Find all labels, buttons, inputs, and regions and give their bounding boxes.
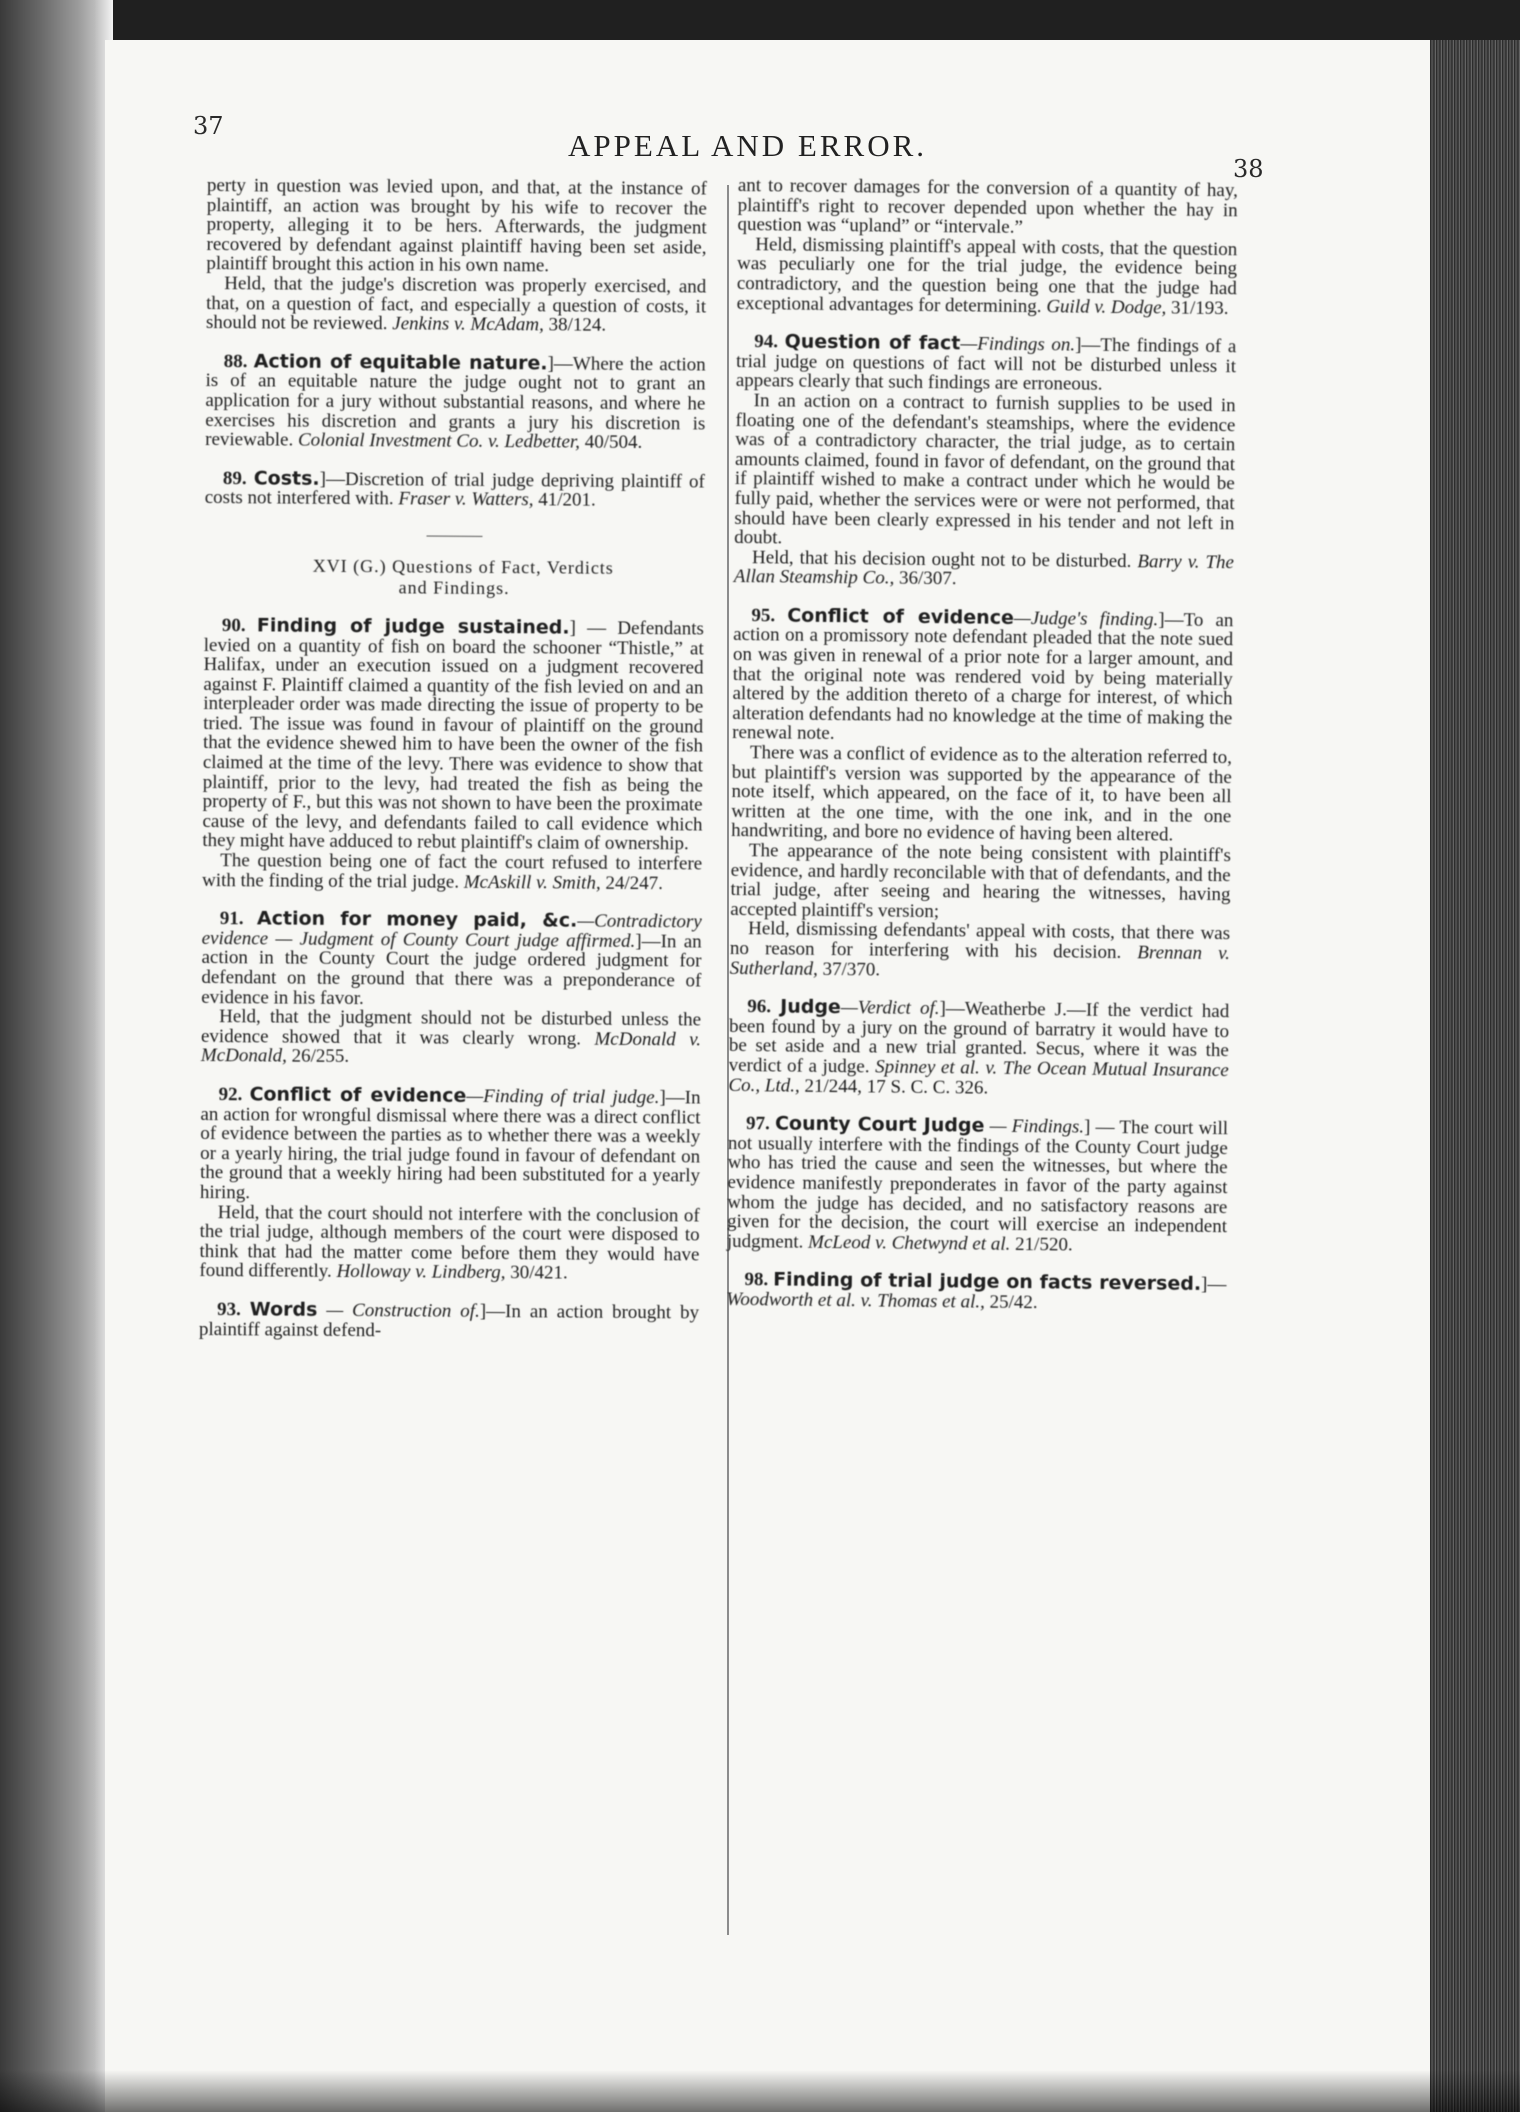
entry-96 xyxy=(728,997,1229,1100)
entry-subtitle: —Contradictory evidence — Judgment of County Court judge affirmed. xyxy=(201,910,702,952)
entry-paragraph xyxy=(199,1203,700,1285)
citation: 21/244, 17 S. C. C. 326. xyxy=(804,1075,989,1099)
entry-93 xyxy=(199,1300,699,1343)
entry-number: 95. xyxy=(751,605,776,627)
entry-text: ]—Discretion of trial judge depriving plaintiff of costs not interfered with. xyxy=(204,468,705,510)
holding-text: The question being one of fact the court refused to interfere with the finding of the trial judge. xyxy=(202,850,703,893)
right-column xyxy=(726,176,1238,1315)
entry-number: 98. xyxy=(744,1269,769,1291)
entry-title: Conflict of evidence xyxy=(249,1083,467,1107)
left-page-edge xyxy=(0,0,105,2112)
entry-paragraph xyxy=(205,352,706,453)
running-head: APPEAL AND ERROR. xyxy=(568,128,928,163)
holding-text: Held, that the court should not interfere with the conclusion of the trial judge, although members of the court were disposed to think that had the matter come before them they would have found differently. xyxy=(199,1201,700,1283)
holding-text: Held, that the judgment should not be disturbed unless the evidence showed that it was clearly wrong. xyxy=(200,1006,702,1050)
entry-paragraph xyxy=(727,1114,1228,1256)
case-name: McLeod v. Chetwynd et al. xyxy=(808,1231,1011,1255)
holding-text: Held, that his decision ought not to be disturbed. xyxy=(751,546,1132,572)
entry-number: 93. xyxy=(217,1299,241,1321)
entry-title: Action for money paid, &c. xyxy=(256,907,578,932)
citation: 21/520. xyxy=(1015,1233,1073,1256)
citation: 31/193. xyxy=(1170,297,1229,319)
entry-text: ] — The court will not usually interfere with the findings of the County Court judge who has tried the cause and seen the witnesses, but where the evidence manifestly preponderates in favor of the party against whom the judge has decided, and no satisfactory reasons are given for the decision, the court will exercise an independent judgment. xyxy=(726,1116,1229,1253)
paragraph xyxy=(737,235,1238,319)
page-number-right: 38 xyxy=(1233,155,1264,183)
entry-89 xyxy=(205,469,705,512)
entry-text: ]—Where the action is of an equitable nature the judge ought not to grant an application for a jury without substantial reasons, and where he exercises his discretion and grants a jury his discretion is reviewable. xyxy=(205,353,706,451)
citation: 26/255. xyxy=(291,1045,350,1068)
entry-97 xyxy=(727,1114,1228,1256)
entry-paragraph xyxy=(199,1300,699,1343)
entry-title: Action of equitable nature. xyxy=(253,350,548,375)
case-name: Jenkins v. McAdam, xyxy=(392,313,544,336)
case-name: Woodworth et al. v. Thomas et al., xyxy=(726,1288,985,1313)
citation: 24/247. xyxy=(605,872,664,894)
case-name: Colonial Investment Co. v. Ledbetter, xyxy=(297,429,581,453)
citation: 40/504. xyxy=(584,431,643,454)
entry-90 xyxy=(202,616,704,894)
entry-text: ]— xyxy=(1200,1274,1227,1296)
page-number-left: 37 xyxy=(193,112,224,140)
entry-paragraph xyxy=(202,616,704,855)
entry-98 xyxy=(726,1270,1226,1314)
entry-94 xyxy=(734,332,1237,592)
entry-number: 92. xyxy=(218,1084,243,1106)
entry-paragraph xyxy=(201,1007,701,1069)
entry-paragraph xyxy=(736,332,1237,396)
bottom-shadow xyxy=(0,2070,1520,2112)
entry-number: 91. xyxy=(219,908,244,930)
entry-number: 97. xyxy=(745,1113,770,1135)
entry-text: ]—In an action brought by plaintiff against defend- xyxy=(198,1300,700,1341)
entry-paragraph xyxy=(732,606,1233,748)
paragraph: ant to recover damages for the conversion of a quantity of hay, plaintiff's right to recover depended upon whether the hay in question was “upland” or “intervale.” xyxy=(737,175,1238,239)
entry-text: ] — Defendants levied on a quantity of fish on board the schooner “Thistle,” at Halifax, under an execution issued on a judgment recovered against F. Plaintiff claimed a quantity of the fish levied on and an interpleader order was made directing the issue of property to be tried. The issue was found in favour of plaintiff on the ground that the evidence shewed him to have been the owner of the fish claimed at the time of the levy. There was evidence to show that plaintiff, prior to the levy, had treated the fish as being the property of F., but this was not shown to have been the proximate cause of the levy, and defendants failed to call evidence which they might have adduced to rebut plaintiff's claim of ownership. xyxy=(202,617,704,855)
entry-title: Question of fact xyxy=(784,330,961,355)
entry-number: 89. xyxy=(222,467,247,490)
holding-text: Held, that the judge's discretion was properly exercised, and that, on a question of fact, and especially a question of costs, it should not be reviewed. xyxy=(205,273,707,335)
right-page-edges xyxy=(1430,40,1520,2112)
entry-95 xyxy=(730,606,1234,983)
entry-paragraph xyxy=(726,1270,1226,1314)
case-name: McDonald v. McDonald, xyxy=(200,1028,702,1067)
entry-text: ]—To an action on a promissory note defendant pleaded that the note sued on was given in renewal of a prior note for a larger amount, and that the original note was rendered void by being materially altered by the addition thereto of a charge for interest, of which alteration defendants had no knowledge at the time of making the renewal note. xyxy=(732,609,1234,745)
entry-paragraph xyxy=(205,469,705,512)
entry-paragraph xyxy=(200,1085,701,1206)
entry-text: ]—The findings of a trial judge on questions of fact will not be disturbed unless it appears clearly that such findings are erroneous. xyxy=(735,334,1237,396)
entry-subtitle: — Construction of. xyxy=(317,1299,480,1322)
holding-text: Held, dismissing defendants' appeal with costs, that there was no reason for interfering with his decision. xyxy=(729,918,1231,964)
case-name: Brennan v. Sutherland, xyxy=(729,942,1230,980)
case-name: Holloway v. Lindberg, xyxy=(336,1261,506,1284)
citation: 25/42. xyxy=(989,1291,1038,1314)
entry-paragraph: There was a conflict of evidence as to the alteration referred to, but plaintiff's version was supported by the appearance of the note itself, which appeared, on the face of it, to have been all written at the one time, with the one ink, and in the one handwriting, and bore no evidence of having been altered. xyxy=(731,742,1233,846)
section-heading-line1: XVI (G.) Questions of Fact, Verdicts xyxy=(312,555,614,578)
entry-number: 88. xyxy=(223,350,248,373)
entry-92 xyxy=(199,1085,700,1284)
section-heading xyxy=(204,555,704,600)
entry-paragraph xyxy=(734,548,1234,592)
entry-text: ]—Weatherbe J.—If the verdict had been found by a jury on the ground of barratry it would have to be set aside and a new trial granted. Secus, where it was the verdict of a judge. xyxy=(728,998,1230,1078)
entry-title: Costs. xyxy=(253,467,320,490)
left-column xyxy=(199,176,707,1343)
citation: 37/370. xyxy=(822,958,881,981)
entry-text: ]—In an action for wrongful dismissal where there was a direct conflict of evidence between the parties as to whether there was a weekly or a yearly hiring, the trial judge found in favour of defendant on the ground that a weekly hiring had been substituted for a yearly hiring. xyxy=(199,1087,701,1204)
entry-title: Conflict of evidence xyxy=(787,604,1014,629)
entry-88 xyxy=(205,352,706,453)
entry-subtitle: —Verdict of. xyxy=(840,997,940,1020)
case-name: McAskill v. Smith, xyxy=(463,871,601,894)
citation: 41/201. xyxy=(538,489,596,512)
holding-text: Held, dismissing plaintiff's appeal with costs, that the question was peculiarly one for the trial judge, the evidence being contradictory, and the question being one that the judge had exceptional advantages for determining. xyxy=(736,233,1238,317)
case-name: Fraser v. Watters, xyxy=(398,488,534,511)
case-name: Barry v. The Allan Steamship Co., xyxy=(733,550,1235,589)
paragraph: perty in question was levied upon, and that, at the instance of plaintiff, an action was brought by his wife to recover the property, alleging it to be hers. Afterwards, the judgment recovered by defendant against plaintiff having been set aside, plaintiff brought this action in his own name. xyxy=(206,175,707,277)
entry-text: ]—In an action in the County Court the judge ordered judgment for defendant on the ground that there was a preponderance of evidence in his favor. xyxy=(201,930,702,1009)
entry-subtitle: —Findings on. xyxy=(960,333,1076,356)
citation: 38/124. xyxy=(548,314,607,336)
entry-title: Words xyxy=(249,1298,318,1321)
entry-number: 96. xyxy=(747,996,772,1018)
entry-title: County Court Judge xyxy=(774,1112,985,1137)
entry-title: Finding of trial judge on facts reversed. xyxy=(773,1268,1202,1296)
citation: 36/307. xyxy=(898,567,957,590)
case-name: Spinney et al. v. The Ocean Mutual Insurance Co., Ltd., xyxy=(728,1056,1229,1097)
section-heading-line2: and Findings. xyxy=(398,577,510,599)
entry-paragraph xyxy=(730,919,1231,983)
entry-paragraph xyxy=(728,997,1229,1100)
entry-subtitle: — Findings. xyxy=(984,1115,1085,1138)
entry-paragraph xyxy=(202,851,702,894)
section-divider xyxy=(426,535,482,536)
entry-title: Judge xyxy=(780,995,841,1019)
paragraph xyxy=(206,274,706,336)
case-name: Guild v. Dodge, xyxy=(1046,295,1167,319)
entry-title: Finding of judge sustained. xyxy=(256,614,570,639)
entry-paragraph: The appearance of the note being consistent with plaintiff's evidence, and hardly reconcilable with that of defendants, and the trial judge, after seeing and hearing the witnesses, having accepted plaintiff's version; xyxy=(730,840,1232,922)
entry-91 xyxy=(201,909,702,1069)
entry-subtitle: —Finding of trial judge. xyxy=(466,1085,660,1109)
entry-paragraph xyxy=(201,909,702,1010)
entry-number: 90. xyxy=(221,615,246,637)
entry-paragraph: In an action on a contract to furnish supplies to be used in floating one of the defendant's steamships, where the evidence was of a contradictory character, the trial judge, as to certain amounts claimed, found in favor of defendant, on the ground that if plaintiff wished to make a contract under which he would be fully paid, whether the services were or were not performed, that should have been clearly expressed in his tender and not left in doubt. xyxy=(734,390,1236,549)
entry-subtitle: —Judge's finding. xyxy=(1013,607,1159,631)
citation: 30/421. xyxy=(510,1262,568,1284)
entry-number: 94. xyxy=(754,331,779,353)
